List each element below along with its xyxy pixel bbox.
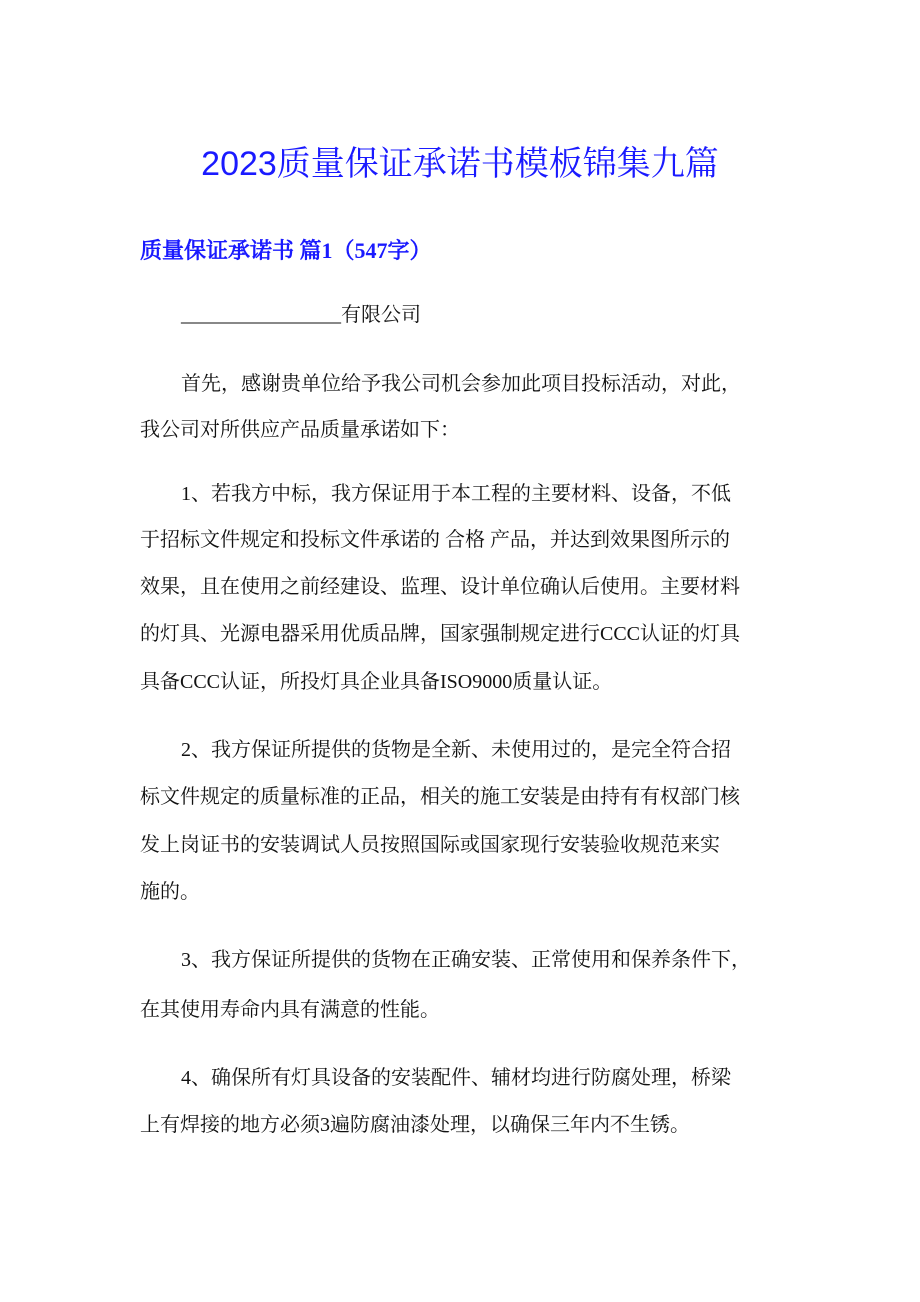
section-heading: 质量保证承诺书 篇1（547字） xyxy=(140,238,432,263)
paragraph-line: 于招标文件规定和投标文件承诺的 合格 产品，并达到效果图所示的 xyxy=(140,529,730,551)
paragraph-line: 效果，且在使用之前经建设、监理、设计单位确认后使用。主要材料 xyxy=(140,576,740,598)
paragraph-line: 的灯具、光源电器采用优质品牌，国家强制规定进行CCC认证的灯具 xyxy=(140,623,741,645)
paragraph-line: 首先，感谢贵单位给予我公司机会参加此项目投标活动，对此， xyxy=(181,373,741,395)
paragraph-line: 我公司对所供应产品质量承诺如下： xyxy=(140,419,460,441)
paragraph-line: 上有焊接的地方必须3遍防腐油漆处理，以确保三年内不生锈。 xyxy=(140,1114,690,1136)
paragraph-line: 标文件规定的质量标准的正品，相关的施工安装是由持有有权部门核 xyxy=(140,786,740,808)
paragraph-line: 发上岗证书的安装调试人员按照国际或国家现行安装验收规范来实 xyxy=(140,834,720,856)
paragraph-line: 4、确保所有灯具设备的安装配件、辅材均进行防腐处理，桥梁 xyxy=(181,1067,731,1089)
document-title: 2023质量保证承诺书模板锦集九篇 xyxy=(201,145,719,183)
addressee-line: ________________有限公司 xyxy=(181,304,421,326)
paragraph-line: 具备CCC认证，所投灯具企业具备ISO9000质量认证。 xyxy=(140,671,613,693)
paragraph-line: 3、我方保证所提供的货物在正确安装、正常使用和保养条件下， xyxy=(181,949,751,971)
paragraph-line: 施的。 xyxy=(140,881,200,903)
paragraph-line: 2、我方保证所提供的货物是全新、未使用过的，是完全符合招 xyxy=(181,739,731,761)
paragraph-line: 在其使用寿命内具有满意的性能。 xyxy=(140,999,440,1021)
paragraph-line: 1、若我方中标，我方保证用于本工程的主要材料、设备，不低 xyxy=(181,483,731,505)
